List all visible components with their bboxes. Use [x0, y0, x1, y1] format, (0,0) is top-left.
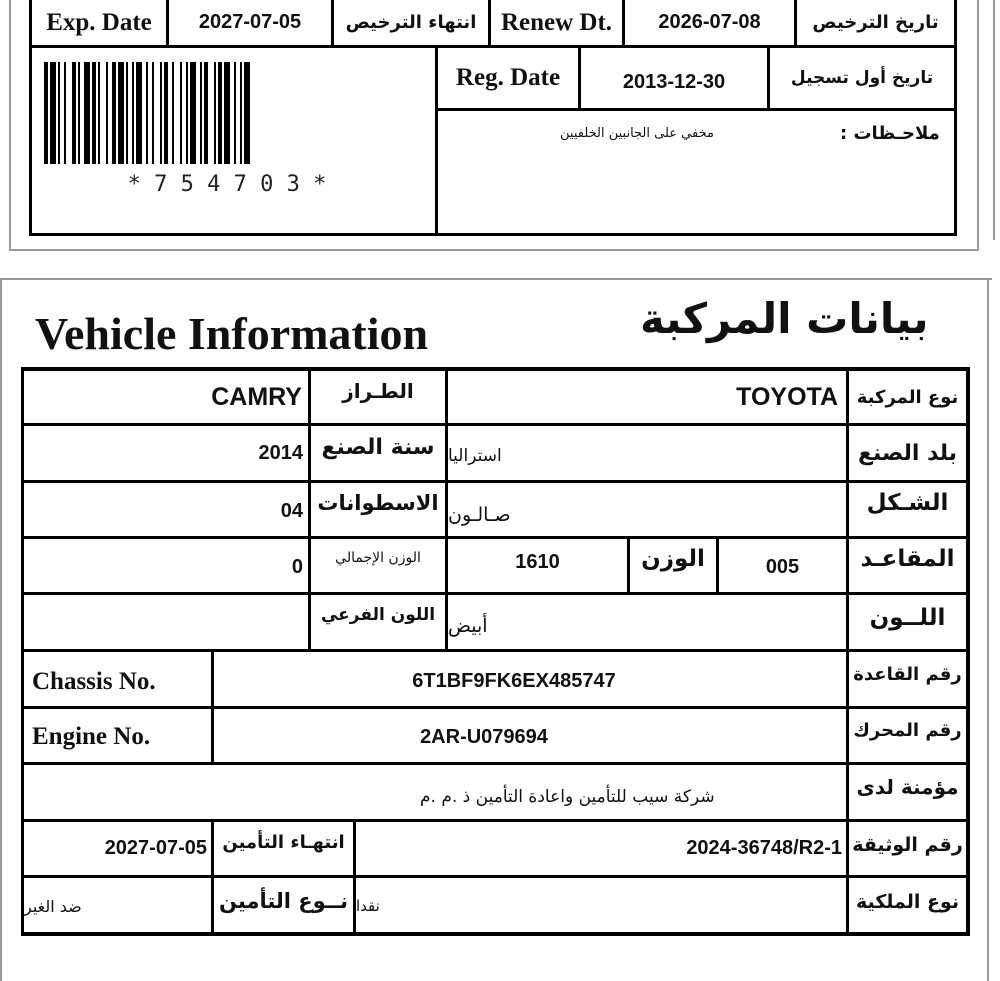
- policy-value: 2024-36748/R2-1: [686, 837, 842, 859]
- gross-weight-value: 0: [291, 555, 303, 578]
- seats-label: المقاعـد: [860, 546, 955, 572]
- insurer-label: مؤمنة لدى: [856, 775, 959, 799]
- engine-label-en: Engine No.: [32, 723, 151, 750]
- barcode-bar: [118, 62, 124, 164]
- shape-label: الشـكل: [866, 490, 949, 516]
- barcode-bar: [224, 62, 230, 164]
- reg-date-value: 2013-12-30: [622, 70, 726, 93]
- cylinders-label: الاسطوانات: [317, 491, 439, 515]
- barcode-bar: [160, 62, 162, 164]
- barcode-bar: [164, 62, 168, 164]
- subcolor-label: اللون الفرعي: [320, 605, 436, 625]
- color-label: اللــون: [869, 605, 946, 631]
- cylinders-value: 04: [280, 499, 303, 522]
- notes-label: ملاحـظات :: [840, 122, 940, 144]
- engine-value: 2AR-U079694: [420, 725, 548, 748]
- barcode-bar: [44, 62, 48, 164]
- barcode-bar: [112, 62, 116, 164]
- insurance-expiry-label: انتهـاء التأمين: [222, 831, 345, 853]
- reg-date-label: Reg. Date: [455, 64, 561, 91]
- color-value: أبيض: [448, 615, 488, 637]
- renew-date-label: Renew Dt.: [500, 8, 613, 36]
- license-card: [0, 0, 1000, 252]
- model-value: CAMRY: [211, 382, 302, 411]
- insurance-expiry-value: 2027-07-05: [104, 837, 207, 859]
- barcode-bar: [58, 62, 60, 164]
- barcode-bar: [152, 62, 154, 164]
- chassis-label-en: Chassis No.: [32, 668, 156, 695]
- barcode-text: * 7 5 4 7 0 3 *: [127, 171, 327, 197]
- engine-label-ar: رقم المحرك: [853, 719, 962, 741]
- barcode-bar: [200, 62, 202, 164]
- policy-label: رقم الوثيقة: [852, 834, 963, 856]
- make-value: TOYOTA: [736, 382, 838, 411]
- barcode-bar: [126, 62, 128, 164]
- subcolor-value: [24, 595, 303, 649]
- barcode-bar: [136, 62, 142, 164]
- barcode-bar: [240, 62, 242, 164]
- weight-label: الوزن: [641, 546, 705, 572]
- barcode-bar: [132, 62, 134, 164]
- origin-label: بلد الصنع: [857, 440, 958, 466]
- vehicle-title-en: Vehicle Information: [35, 307, 429, 359]
- barcode-bar: [172, 62, 174, 164]
- ownership-label: نوع الملكية: [855, 891, 960, 913]
- shape-value: صـالـون: [448, 504, 511, 526]
- barcode-bar: [98, 62, 100, 164]
- ownership-value: نقدا: [356, 897, 380, 915]
- insurer-value: شركة سيب للتأمين واعادة التأمين ذ .م .م: [420, 787, 715, 807]
- exp-date-label-ar: انتهاء الترخيص: [345, 12, 477, 33]
- barcode-bar: [186, 62, 188, 164]
- barcode-bar: [218, 62, 222, 164]
- chassis-label-ar: رقم القاعدة: [853, 663, 962, 685]
- year-value: 2014: [258, 441, 303, 464]
- barcode-bar: [64, 62, 66, 164]
- barcode-bar: [146, 62, 148, 164]
- barcode-bar: [50, 62, 56, 164]
- barcode-bar: [190, 62, 196, 164]
- barcode: [44, 62, 410, 164]
- barcode-bar: [180, 62, 182, 164]
- model-label: الطـراز: [342, 379, 414, 403]
- barcode-bar: [244, 62, 250, 164]
- exp-date-label: Exp. Date: [46, 8, 152, 36]
- origin-value: استراليا: [448, 446, 502, 466]
- weight-value: 1610: [515, 550, 560, 573]
- barcode-bar: [214, 62, 216, 164]
- renew-date-label-ar: تاريخ الترخيص: [812, 12, 939, 33]
- seats-value: 005: [765, 555, 800, 578]
- barcode-bar: [72, 62, 76, 164]
- notes-value: مخفي على الجانبين الخلفيين: [560, 125, 714, 141]
- make-label: نوع المركبة: [856, 386, 959, 408]
- insurance-type-label: نــوع التأمين: [218, 889, 349, 913]
- barcode-bar: [84, 62, 90, 164]
- year-label: سنة الصنع: [321, 434, 435, 460]
- insurance-type-value: ضد الغير: [24, 896, 82, 916]
- exp-date-value: 2027-07-05: [198, 11, 302, 33]
- chassis-value: 6T1BF9FK6EX485747: [412, 669, 616, 692]
- barcode-bar: [234, 62, 236, 164]
- renew-date-value: 2026-07-08: [658, 11, 761, 33]
- vehicle-title-ar: بيانات المركبة: [640, 293, 929, 343]
- barcode-bar: [92, 62, 96, 164]
- gross-weight-label: الوزن الإجمالي: [335, 550, 421, 566]
- barcode-bar: [106, 62, 108, 164]
- barcode-bar: [78, 62, 80, 164]
- barcode-bar: [204, 62, 208, 164]
- reg-date-label-ar: تاريخ أول تسجيل: [790, 68, 934, 88]
